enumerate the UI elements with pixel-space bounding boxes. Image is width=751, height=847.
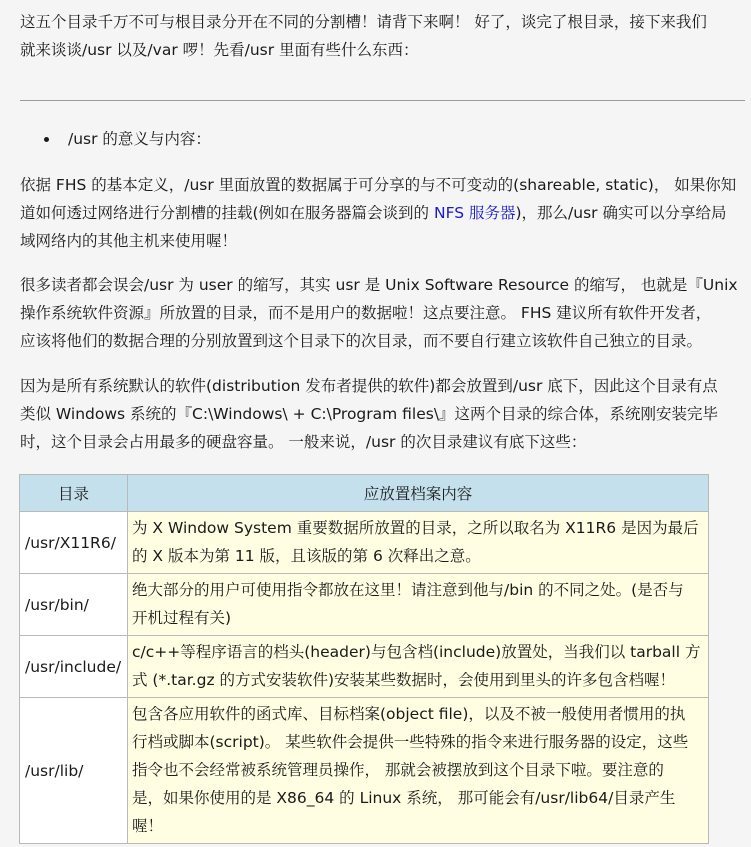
desc-line: 为 X Window System 重要数据所放置的目录，之所以取名为 X11R6 是因为最后 (132, 519, 699, 537)
section-heading (44, 125, 211, 153)
desc-line: 是，如果你使用的是 X86_64 的 Linux 系统， 那可能会有/usr/lib64/目录产生 (132, 789, 676, 807)
nfs-server-link[interactable]: NFS 服务器 (433, 204, 516, 222)
paragraph-line: 类似 Windows 系统的『C:\Windows\ + C:\Program files\』这两个目录的综合体，系统刚安装完毕 (20, 405, 719, 423)
section-heading-text: /usr 的意义与内容： (68, 130, 211, 148)
paragraph-line: 操作系统软件资源』所放置的目录，而不是用户的数据啦！这点要注意。 FHS 建议所有软件开发者， (20, 304, 712, 322)
paragraph-line: 很多读者都会误会/usr 为 user 的缩写，其实 usr 是 Unix Software Resource 的缩写， 也就是『Unix (20, 276, 738, 294)
desc-line: 行档或脚本(script)。 某些软件会提供一些特殊的指令来进行服务器的设定，这些 (132, 733, 689, 751)
desc-cell (128, 574, 709, 636)
column-header-content: 应放置档案内容 (128, 475, 709, 512)
paragraph-line: )，那么/usr 确实可以分享给局 (515, 204, 727, 222)
usr-subdirectory-table (19, 474, 709, 844)
table-row (20, 698, 709, 844)
desc-cell (128, 512, 709, 574)
intro-paragraph (20, 8, 742, 64)
desc-line: 的 X 版本为第 11 版，且该版的第 6 次释出之意。 (132, 547, 481, 565)
intro-line: 这五个目录千万不可与根目录分开在不同的分割槽！请背下来啊！ 好了，谈完了根目录，接下来我们 (20, 13, 707, 31)
dir-cell: /usr/include/ (20, 636, 128, 698)
bullet-icon (44, 137, 49, 142)
desc-line: 开机过程有关) (132, 609, 232, 627)
desc-line: 指令也不会经常被系统管理员操作， 那就会被摆放到这个目录下啦。要注意的 (132, 761, 664, 779)
paragraph-usr-default-software (20, 372, 742, 456)
desc-cell (128, 698, 709, 844)
desc-line: 式 (*.tar.gz 的方式安装软件)安装某些数据时，会使用到里头的许多包含档喔！ (132, 671, 676, 689)
table-header-row (20, 475, 709, 512)
table-row (20, 574, 709, 636)
dir-cell: /usr/lib/ (20, 698, 128, 844)
paragraph-line: 因为是所有系统默认的软件(distribution 发布者提供的软件)都会放置到/usr 底下，因此这个目录有点 (20, 377, 718, 395)
horizontal-divider (20, 100, 745, 101)
table-row (20, 636, 709, 698)
paragraph-line: 道如何透过网络进行分割槽的挂载(例如在服务器篇会谈到的 (20, 204, 434, 222)
dir-cell: /usr/bin/ (20, 574, 128, 636)
desc-line: 绝大部分的用户可使用指令都放在这里！请注意到他与/bin 的不同之处。(是否与 (132, 581, 684, 599)
desc-line: 包含各应用软件的函式库、目标档案(object file)，以及不被一般使用者惯用的执 (132, 705, 686, 723)
paragraph-fhs-definition (20, 171, 742, 255)
column-header-dir: 目录 (20, 475, 128, 512)
desc-line: 喔！ (132, 817, 164, 835)
intro-line: 就来谈谈/usr 以及/var 啰！先看/usr 里面有些什么东西： (20, 41, 419, 59)
paragraph-line: 时，这个目录会占用最多的硬盘容量。 一般来说，/usr 的次目录建议有底下这些： (20, 433, 587, 451)
desc-line: c/c++等程序语言的档头(header)与包含档(include)放置处，当我们以 tarball 方 (132, 643, 701, 661)
desc-cell (128, 636, 709, 698)
paragraph-line: 域网络内的其他主机来使用喔！ (20, 232, 238, 250)
dir-cell: /usr/X11R6/ (20, 512, 128, 574)
paragraph-line: 应该将他们的数据合理的分别放置到这个目录下的次目录，而不要自行建立该软件自己独立的目录。 (20, 332, 703, 350)
paragraph-line: 依据 FHS 的基本定义，/usr 里面放置的数据属于可分享的与不可变动的(shareable, static)， 如果你知 (20, 176, 737, 194)
table-row (20, 512, 709, 574)
paragraph-usr-meaning (20, 271, 742, 355)
